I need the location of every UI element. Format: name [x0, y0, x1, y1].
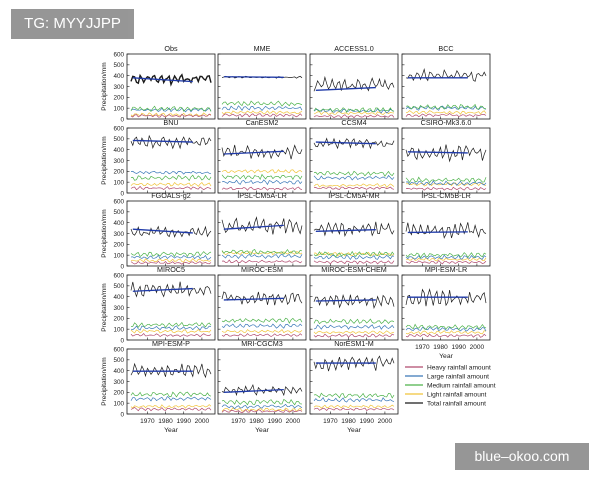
- panel-bcc: [402, 44, 490, 119]
- series-line-light: [131, 330, 211, 334]
- panel-title: IPSL-CM5B-LR: [421, 191, 471, 200]
- panel-access1-0: [310, 44, 398, 119]
- y-tick-label: 400: [113, 219, 124, 227]
- y-tick-label: 600: [113, 346, 124, 354]
- y-tick-label: 300: [113, 83, 124, 91]
- y-tick-label: 0: [120, 190, 124, 198]
- panel-miroc5: [101, 265, 215, 344]
- series-line-medium: [314, 393, 394, 398]
- series-line-medium: [314, 319, 394, 324]
- y-tick-label: 400: [113, 72, 124, 80]
- panel-title: IPSL-CM5A-MR: [328, 191, 380, 200]
- y-tick-label: 400: [113, 293, 124, 301]
- panel-title: MPI-ESM-P: [152, 339, 190, 348]
- y-tick-label: 500: [113, 136, 124, 144]
- y-tick-label: 0: [120, 263, 124, 271]
- series-line-total: [314, 222, 394, 236]
- y-axis-label: Precipitation/mm: [101, 136, 108, 185]
- x-tick-label: 1970: [415, 344, 430, 351]
- panel-mpi-esm-p: [101, 339, 215, 434]
- panel-ipsl-cm5a-mr: [310, 191, 398, 266]
- y-tick-label: 600: [113, 51, 124, 59]
- series-line-heavy: [222, 334, 302, 337]
- series-line-light: [314, 331, 394, 334]
- y-axis-label: Precipitation/mm: [101, 357, 108, 406]
- panel-title: MIROC5: [157, 265, 185, 274]
- series-line-large: [314, 176, 394, 180]
- legend-label-light: Light rainfall amount: [427, 391, 487, 399]
- panel-bnu: [101, 118, 215, 197]
- y-tick-label: 0: [120, 337, 124, 345]
- y-tick-label: 600: [113, 272, 124, 280]
- series-line-light: [222, 330, 302, 333]
- x-tick-label: 1970: [140, 418, 155, 425]
- series-line-medium: [314, 171, 394, 176]
- series-line-large: [131, 397, 211, 401]
- series-line-heavy: [314, 187, 394, 189]
- panel-title: Obs: [164, 44, 178, 53]
- panel-ipsl-cm5b-lr: [402, 191, 490, 266]
- trend-line: [133, 289, 193, 292]
- x-tick-label: 1980: [433, 344, 448, 351]
- y-tick-label: 500: [113, 209, 124, 217]
- y-tick-label: 100: [113, 252, 124, 260]
- legend-label-heavy: Heavy rainfall amount: [427, 364, 491, 372]
- y-tick-label: 200: [113, 241, 124, 249]
- series-line-heavy: [406, 261, 486, 264]
- series-line-heavy: [222, 187, 302, 190]
- series-line-medium: [131, 106, 211, 111]
- series-line-medium: [131, 175, 211, 180]
- y-axis-label: Precipitation/mm: [101, 62, 108, 111]
- legend-label-large: Large rainfall amount: [427, 373, 489, 381]
- watermark-bottom-right: blue–okoo.com: [455, 443, 589, 470]
- series-line-heavy: [222, 114, 302, 117]
- series-line-heavy: [406, 187, 486, 190]
- y-tick-label: 300: [113, 304, 124, 312]
- panel-ipsl-cm5a-lr: [218, 191, 306, 266]
- series-line-large: [222, 106, 302, 111]
- series-line-heavy: [131, 334, 211, 337]
- y-tick-label: 100: [113, 179, 124, 187]
- trend-line: [316, 88, 376, 91]
- panel-csiro-mk3-6-0: [402, 118, 490, 193]
- series-line-total: [131, 364, 211, 377]
- series-line-total: [406, 222, 486, 238]
- series-line-medium: [222, 318, 302, 323]
- y-tick-label: 300: [113, 378, 124, 386]
- x-tick-label: 1980: [158, 418, 173, 425]
- series-line-light: [406, 331, 486, 335]
- y-axis-label: Precipitation/mm: [101, 283, 108, 332]
- panel-title: CCSM4: [341, 118, 367, 127]
- series-line-heavy: [131, 186, 211, 189]
- panel-title: MME: [253, 44, 271, 53]
- panel-title: BCC: [438, 44, 454, 53]
- panel-mpi-esm-lr: [402, 265, 490, 360]
- x-tick-label: 2000: [194, 418, 210, 425]
- panel-title: IPSL-CM5A-LR: [237, 191, 287, 200]
- series-line-light: [131, 183, 211, 187]
- x-tick-label: 1980: [341, 418, 356, 425]
- y-tick-label: 600: [113, 198, 124, 206]
- series-line-large: [222, 324, 302, 328]
- y-tick-label: 100: [113, 326, 124, 334]
- panel-frame: [310, 275, 398, 340]
- x-axis-label: Year: [439, 353, 453, 360]
- panel-ccsm4: [310, 118, 398, 193]
- x-tick-label: 1990: [176, 418, 191, 425]
- series-line-large: [222, 180, 302, 185]
- legend-label-total: Total rainfall amount: [427, 400, 487, 408]
- series-line-medium: [222, 399, 302, 404]
- trend-line: [408, 232, 468, 233]
- trend-line: [316, 230, 376, 232]
- series-line-light: [406, 111, 486, 115]
- panel-title: BNU: [163, 118, 179, 127]
- x-axis-label: Year: [164, 427, 178, 434]
- y-tick-label: 500: [113, 283, 124, 291]
- trend-line: [316, 300, 376, 301]
- y-tick-label: 0: [120, 116, 124, 124]
- watermark-top-left: TG: MYYJJPP: [11, 9, 134, 39]
- y-tick-label: 300: [113, 157, 124, 165]
- panel-frame: [218, 54, 306, 119]
- trend-line: [408, 152, 468, 153]
- panel-title: CSIRO-Mk3.6.0: [420, 118, 472, 127]
- panel-title: NorESM1-M: [334, 339, 374, 348]
- series-line-medium: [222, 175, 302, 180]
- y-tick-label: 400: [113, 367, 124, 375]
- y-tick-label: 200: [113, 168, 124, 176]
- series-line-total: [222, 218, 302, 235]
- series-line-heavy: [314, 261, 394, 264]
- series-line-light: [131, 405, 211, 409]
- y-axis-label: Precipitation/mm: [101, 209, 108, 258]
- panel-title: FGOALS-g2: [151, 191, 191, 200]
- y-tick-label: 200: [113, 389, 124, 397]
- x-tick-label: 1970: [231, 418, 246, 425]
- x-tick-label: 2000: [285, 418, 301, 425]
- panel-frame: [402, 54, 490, 119]
- series-line-heavy: [314, 408, 394, 411]
- y-tick-label: 400: [113, 146, 124, 154]
- panel-title: CanESM2: [245, 118, 279, 127]
- panel-title: ACCESS1.0: [334, 44, 374, 53]
- panel-canesm2: [218, 118, 306, 193]
- legend-label-medium: Medium rainfall amount: [427, 382, 496, 390]
- series-line-light: [314, 405, 394, 408]
- x-axis-label: Year: [255, 427, 269, 434]
- panel-title: MIROC-ESM-CHEM: [321, 265, 387, 274]
- y-tick-label: 500: [113, 357, 124, 365]
- y-tick-label: 200: [113, 94, 124, 102]
- x-tick-label: 1970: [323, 418, 338, 425]
- series-line-large: [131, 255, 211, 259]
- trend-line: [133, 229, 193, 233]
- series-line-light: [222, 111, 302, 114]
- panel-title: MIROC-ESM: [241, 265, 283, 274]
- panel-frame: [310, 349, 398, 414]
- series-line-light: [131, 259, 211, 262]
- panel-noresm1-m: [310, 339, 398, 434]
- x-tick-label: 1980: [249, 418, 264, 425]
- x-tick-label: 2000: [469, 344, 485, 351]
- series-line-light: [222, 170, 302, 173]
- y-tick-label: 600: [113, 125, 124, 133]
- x-tick-label: 1990: [267, 418, 282, 425]
- series-line-large: [314, 398, 394, 402]
- x-tick-label: 2000: [377, 418, 393, 425]
- series-line-medium: [131, 392, 211, 397]
- x-tick-label: 1990: [359, 418, 374, 425]
- series-line-large: [131, 326, 211, 330]
- y-tick-label: 100: [113, 105, 124, 113]
- panel-fgoals-g2: [101, 191, 215, 270]
- series-line-large: [222, 254, 302, 258]
- series-line-heavy: [131, 407, 211, 410]
- series-line-total: [406, 69, 486, 81]
- series-line-light: [314, 184, 394, 188]
- y-tick-label: 0: [120, 411, 124, 419]
- y-tick-label: 200: [113, 315, 124, 323]
- series-line-heavy: [314, 334, 394, 337]
- series-line-large: [314, 255, 394, 259]
- series-line-medium: [131, 323, 211, 328]
- series-line-medium: [222, 101, 302, 106]
- series-line-large: [222, 404, 302, 408]
- panel-miroc-esm-chem: [310, 265, 398, 340]
- y-tick-label: 300: [113, 230, 124, 238]
- series-line-heavy: [406, 114, 486, 117]
- y-tick-label: 500: [113, 62, 124, 70]
- legend: [405, 364, 496, 407]
- series-line-heavy: [406, 334, 486, 337]
- panel-frame: [127, 349, 215, 414]
- panel-mme: [218, 44, 306, 119]
- series-line-large: [314, 325, 394, 329]
- y-tick-label: 100: [113, 400, 124, 408]
- panel-obs: [101, 44, 215, 123]
- panel-title: MPI-ESM-LR: [424, 265, 468, 274]
- panel-miroc-esm: [218, 265, 306, 340]
- panel-mri-cgcm3: [218, 339, 306, 434]
- panel-frame: [218, 349, 306, 414]
- panel-title: MRI-CGCM3: [241, 339, 283, 348]
- series-line-heavy: [222, 260, 302, 263]
- trend-line: [224, 77, 284, 78]
- panel-frame: [310, 128, 398, 193]
- series-line-light: [406, 258, 486, 261]
- x-axis-label: Year: [347, 427, 361, 434]
- trend-line: [133, 140, 193, 142]
- series-line-large: [131, 171, 211, 174]
- x-tick-label: 1990: [451, 344, 466, 351]
